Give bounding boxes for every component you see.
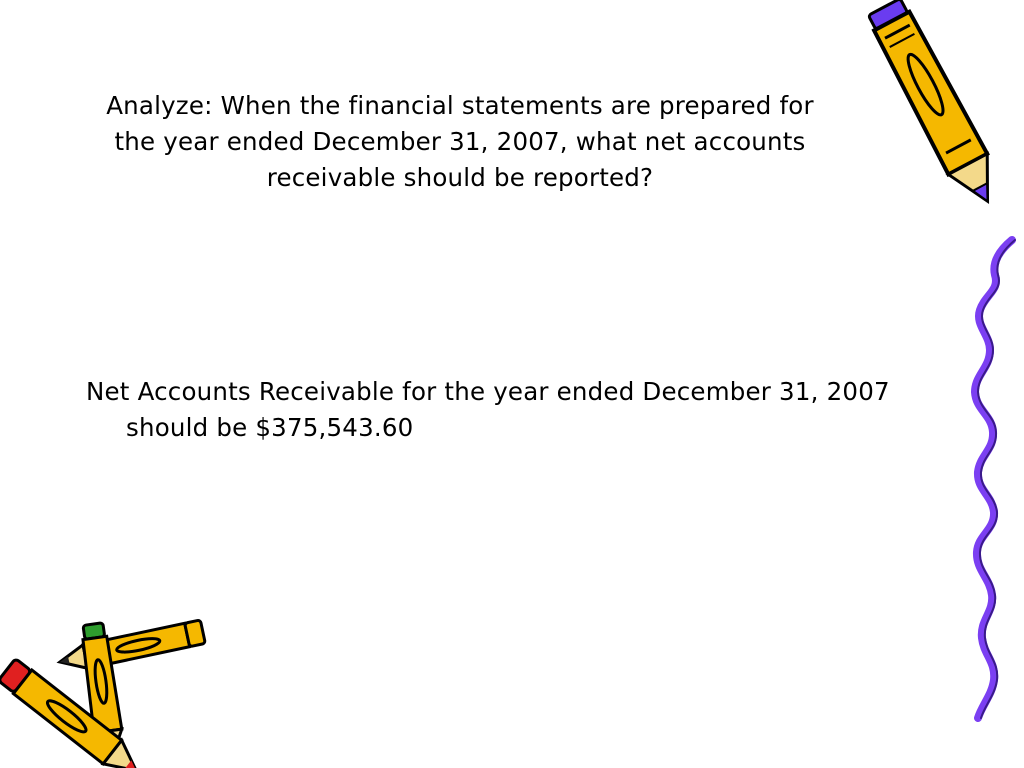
answer-text: Net Accounts Receivable for the year ended December 31, 2007 should be $375,543.60 — [86, 377, 890, 442]
question-text: Analyze: When the financial statements are prepared for the year ended December 31, 2007, what net accounts receivable should be reported? — [106, 91, 814, 192]
crossed-pencils-icon — [0, 620, 205, 768]
pencil-icon — [865, 0, 1007, 212]
